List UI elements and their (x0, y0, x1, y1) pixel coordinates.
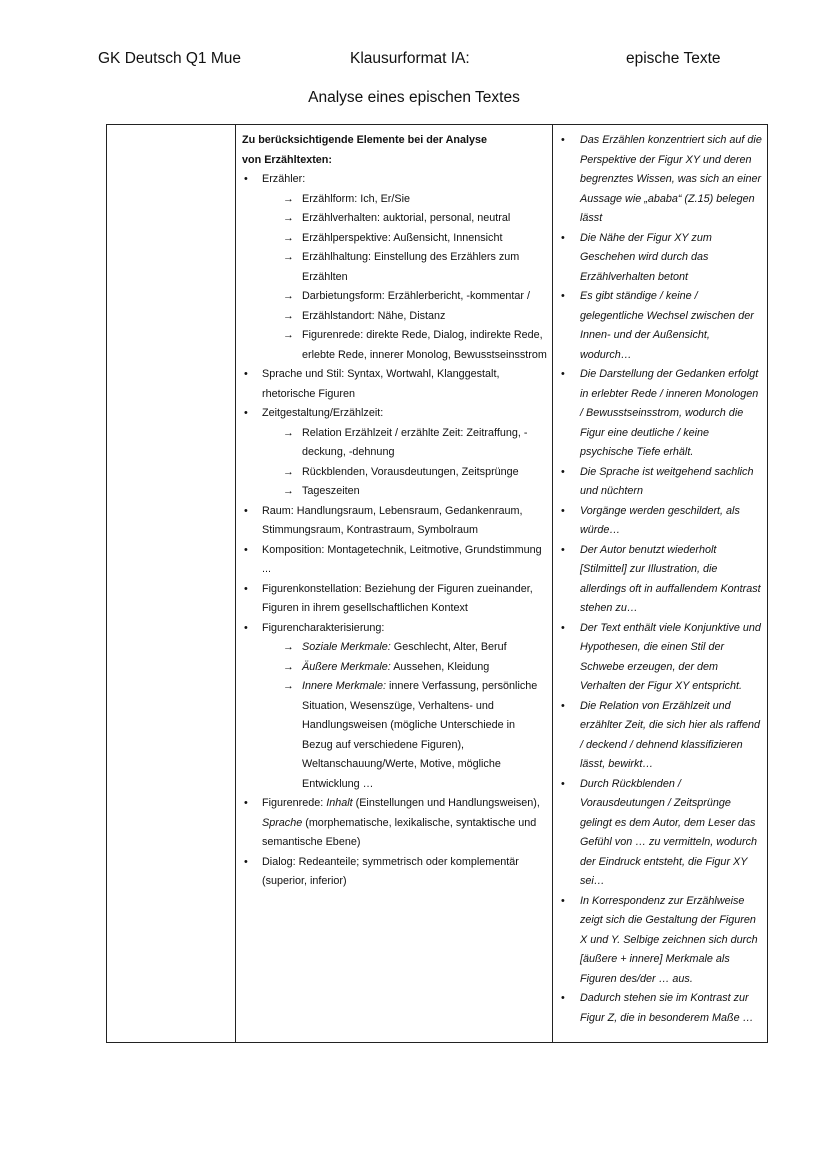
arrow-item: → Erzählperspektive: Außensicht, Innensicht (262, 229, 548, 249)
arrow-right-icon: → (283, 212, 294, 224)
phrases-column (553, 125, 768, 1043)
header-topic: epische Texte (626, 50, 721, 67)
list-item-raum: • Raum: Handlungsraum, Lebensraum, Gedankenraum, Stimmungsraum, Kontrastraum, Symbolraum (242, 502, 548, 541)
arrow-item: → Soziale Merkmale: Geschlecht, Alter, Beruf (262, 638, 548, 658)
list-item-charakterisierung: • Figurencharakterisierung: → Soziale Merkmale: Geschlecht, Alter, Beruf → Äußere Merkmale: Aussehen, Kleidung → Innere Merkmale: innere Verfassung, persönliche Situation, Wesenszüge, Verhaltens- und Handlungsweisen (mögliche Unterschiede in Bezug auf verschiedene Figuren), Weltanschauung/Werte, Motive, mögliche Entwicklung … (242, 619, 548, 795)
phrase-item: • Der Text enthält viele Konjunktive und Hypothesen, die einen Stil der Schwebe erzeugen, der dem Verhalten der Figur XY entspricht. (559, 619, 763, 697)
arrow-item: → Figurenrede: direkte Rede, Dialog, indirekte Rede, erlebte Rede, innerer Monolog, Bewusstseinsstrom (262, 326, 548, 365)
phrases-list (559, 131, 763, 1028)
page-title: Analyse eines epischen Textes (308, 89, 520, 106)
arrow-right-icon: → (283, 329, 294, 341)
elements-list (242, 170, 548, 892)
arrow-item: → Tageszeiten (262, 482, 548, 502)
arrow-item: → Relation Erzählzeit / erzählte Zeit: Zeitraffung, -deckung, -dehnung (262, 424, 548, 463)
empty-left-column (107, 125, 236, 1043)
phrase-item: • Es gibt ständige / keine / gelegentliche Wechsel zwischen der Innen- und der Außensicht, wodurch… (559, 287, 763, 365)
list-item-komposition: • Komposition: Montagetechnik, Leitmotive, Grundstimmung ... (242, 541, 548, 580)
list-item-zeit: • Zeitgestaltung/Erzählzeit: → Relation Erzählzeit / erzählte Zeit: Zeitraffung, -deckung, -dehnung → Rückblenden, Vorausdeutungen, Zeitsprünge → Tageszeiten (242, 404, 548, 502)
analysis-table (106, 124, 768, 1043)
list-item-konstellation: • Figurenkonstellation: Beziehung der Figuren zueinander, Figuren in ihrem gesellschaftlichen Kontext (242, 580, 548, 619)
header-format: Klausurformat IA: (350, 50, 470, 67)
header-course: GK Deutsch Q1 Mue (98, 50, 242, 67)
arrow-item: → Äußere Merkmale: Aussehen, Kleidung (262, 658, 548, 678)
phrase-item: • Die Sprache ist weitgehend sachlich und nüchtern (559, 463, 763, 502)
arrow-right-icon: → (283, 231, 294, 244)
phrase-item: • Die Darstellung der Gedanken erfolgt in erlebter Rede / inneren Monologen / Bewusstseinsstrom, wodurch die Figur eine deutliche / keine psychische Tiefe erhält. (559, 365, 763, 463)
arrow-item: → Innere Merkmale: innere Verfassung, persönliche Situation, Wesenszüge, Verhaltens- und Handlungsweisen (mögliche Unterschiede in Bezug auf verschiedene Figuren), Weltanschauung/Werte, Motive, mögliche Entwicklung … (262, 677, 548, 794)
arrow-right-icon: → (283, 465, 294, 478)
list-item-sprache: • Sprache und Stil: Syntax, Wortwahl, Klanggestalt, rhetorische Figuren (242, 365, 548, 404)
phrase-item: • Die Relation von Erzählzeit und erzählter Zeit, die sich hier als raffend / deckend / dehnend klassifizieren lässt, bewirkt… (559, 697, 763, 775)
elements-heading: Zu berücksichtigende Elemente bei der Analyse von Erzähltexten: (242, 134, 488, 166)
arrow-right-icon: → (283, 251, 294, 263)
arrow-item: → Erzählhaltung: Einstellung des Erzählers zum Erzählten (262, 248, 548, 287)
phrase-item: • In Korrespondenz zur Erzählweise zeigt sich die Gestaltung der Figuren X und Y. Selbige zeichnen sich durch [äußere + innere] Merkmale als Figuren des/der … aus. (559, 892, 763, 990)
arrow-item: → Rückblenden, Vorausdeutungen, Zeitsprünge (262, 463, 548, 483)
arrow-right-icon: → (283, 485, 294, 497)
phrase-item: • Das Erzählen konzentriert sich auf die Perspektive der Figur XY und deren begrenztes Wissen, was sich an einer Aussage wie „ababa“ (Z.15) belegen lässt (559, 131, 763, 229)
arrow-right-icon: → (283, 309, 294, 322)
arrow-right-icon: → (283, 680, 294, 692)
arrow-item: → Erzählverhalten: auktorial, personal, neutral (262, 209, 548, 229)
arrow-right-icon: → (283, 426, 294, 439)
phrase-item: • Die Nähe der Figur XY zum Geschehen wird durch das Erzählverhalten betont (559, 229, 763, 288)
arrow-right-icon: → (283, 192, 294, 205)
list-item-figurenrede: • Figurenrede: Inhalt (Einstellungen und Handlungsweisen), Sprache (morphematische, lexikalische, syntaktische und semantische Ebene) (242, 794, 548, 853)
arrow-item: → Erzählstandort: Nähe, Distanz (262, 307, 548, 327)
arrow-right-icon: → (283, 641, 294, 653)
phrase-item: • Durch Rückblenden / Vorausdeutungen / Zeitsprünge gelingt es dem Autor, dem Leser das Gefühl von … zu vermitteln, wodurch der Eindruck entsteht, die Figur XY sei… (559, 775, 763, 892)
phrase-item: • Vorgänge werden geschildert, als würde… (559, 502, 763, 541)
arrow-right-icon: → (283, 290, 294, 302)
arrow-item: → Darbietungsform: Erzählerbericht, -kommentar / (262, 287, 548, 307)
elements-column (236, 125, 553, 1043)
phrase-item: • Der Autor benutzt wiederholt [Stilmittel] zur Illustration, die allerdings oft in auffallendem Kontrast stehen zu… (559, 541, 763, 619)
phrase-item: • Dadurch stehen sie im Kontrast zur Figur Z, die in besonderem Maße … (559, 989, 763, 1028)
arrow-item: → Erzählform: Ich, Er/Sie (262, 190, 548, 210)
arrow-right-icon: → (283, 660, 294, 673)
list-item-erzaehler: • Erzähler: → Erzählform: Ich, Er/Sie → Erzählverhalten: auktorial, personal, neutral → Erzählperspektive: Außensicht, Innensicht → Erzählhaltung: Einstellung des Erzählers zum Erzählten → Darbietungsform: Erzählerbericht, -kommentar / → Erzählstandort: Nähe, Distanz → Figurenrede: direkte Rede, Dialog, indirekte Rede, erlebte Rede, innerer Monolog, Bewusstseinsstrom (242, 170, 548, 365)
list-item-dialog: • Dialog: Redeanteile; symmetrisch oder komplementär (superior, inferior) (242, 853, 548, 892)
